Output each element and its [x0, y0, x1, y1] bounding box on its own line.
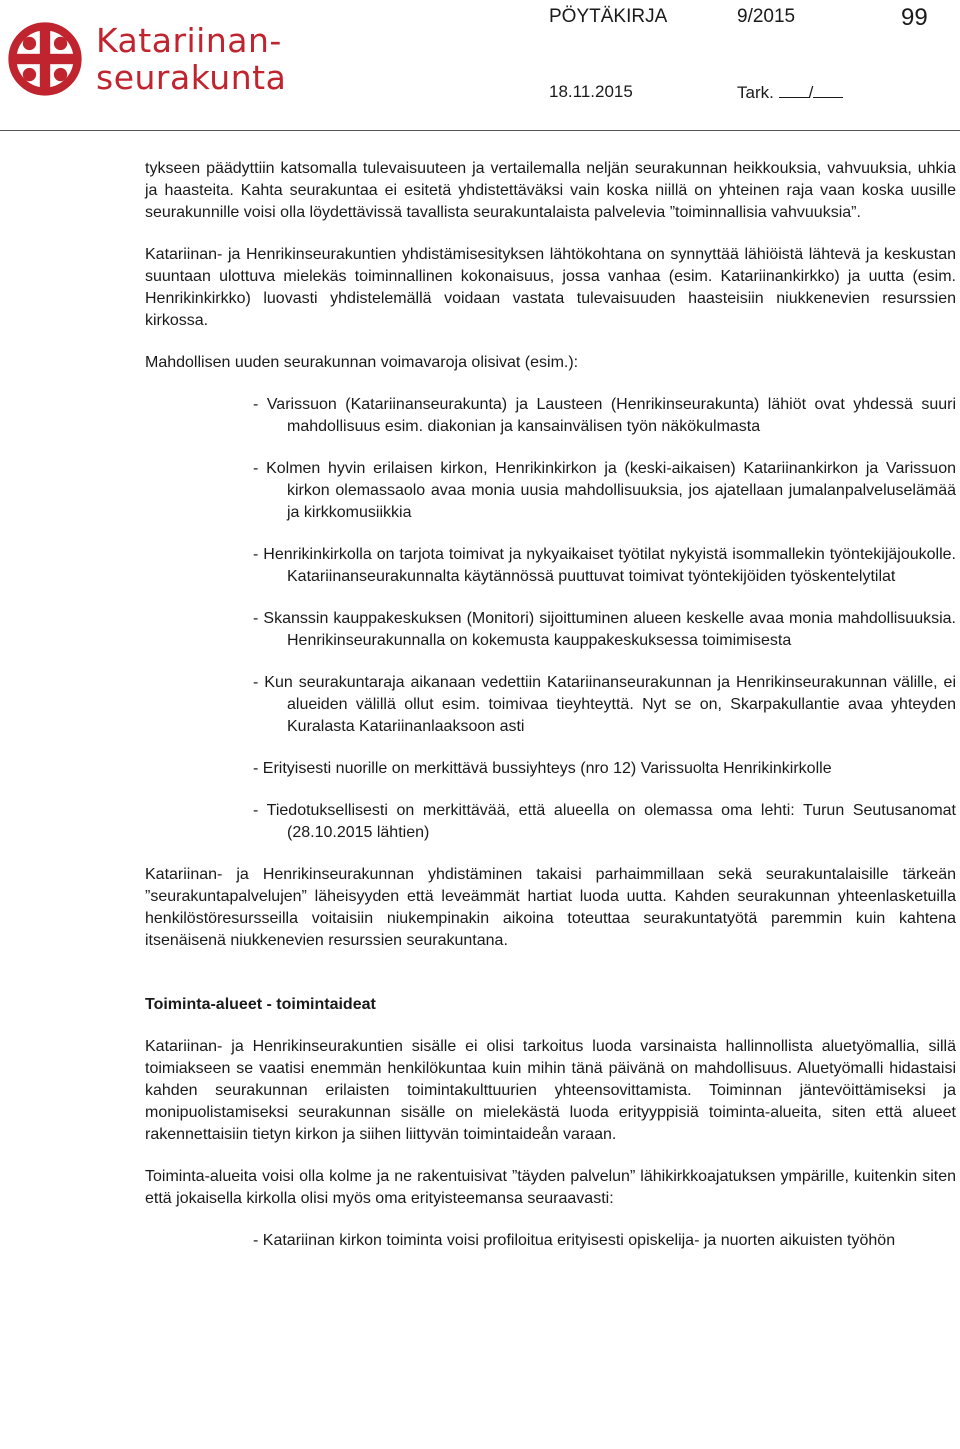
list-item-text: Skanssin kauppakeskuksen (Monitori) sijoittuminen alueen keskelle avaa monia mahdollisuuksia. Henrikinseurakunnalla on kokemusta kauppakeskuksessa toimimisesta: [263, 610, 957, 649]
document-body: [145, 158, 956, 1252]
parish-cross-logo-icon: [8, 22, 82, 96]
list-item-text: Kolmen hyvin erilaisen kirkon, Henrikinkirkon ja (keski-aikaisen) Katariinankirkon ja Varissuon kirkon olemassaolo avaa monia uusia mahdollisuuksia, jos ajatellaan jumalanpalveluselämää ja kirkkomusiikkia: [266, 460, 957, 521]
logo-line-1: Katariinan-: [96, 21, 282, 60]
paragraph-6: Toiminta-alueita voisi olla kolme ja ne rakentuisivat ”täyden palvelun” lähikirkkoajatuksen ympärille, kuitenkin siten että jokaisella kirkolla olisi myös oma erityisteemansa seuraavasti:: [145, 1168, 956, 1207]
list-item-text: Henrikinkirkolla on tarjota toimivat ja nykyaikaiset työtilat nykyistä isommallekin työntekijäjoukolle. Katariinanseurakunnalta käytännössä puuttuvat toimivat työntekijöiden työskentelytilat: [263, 546, 957, 585]
list-item: - Kun seurakuntaraja aikanaan vedettiin Katariinanseurakunnan ja Henrikinseurakunnan välille, ei alueiden välillä ollut esim. toimivaa tieyhteyttä. Nyt se on, Skarpakullantie avaa yhteyden Kuralasta Katariinanlaaksoon asti: [253, 674, 956, 735]
tark-field: [737, 82, 843, 103]
parish-logo-wordmark: [96, 22, 286, 96]
list-item: - Henrikinkirkolla on tarjota toimivat ja nykyaikaiset työtilat nykyistä isommallekin työntekijäjoukolle. Katariinanseurakunnalta käytännössä puuttuvat toimivat työntekijöiden työskentelytilat: [253, 546, 957, 585]
tark-blank-2: [813, 82, 843, 98]
document-type: PÖYTÄKIRJA: [549, 6, 668, 27]
page-number: 99: [901, 4, 928, 31]
paragraph-1: tykseen päädyttiin katsomalla tulevaisuuteen ja vertailemalla neljän seurakunnan heikkouksia, vahvuuksia, uhkia ja haasteita. Kahta seurakuntaa ei esitetä yhdistettäväksi vain koska niillä on yhteinen raja vaan koska uusille seurakunnille voisi olla löydettävissä tavallista seurakuntalaista palvelevia ”toiminnallisia vahvuuksia”.: [145, 160, 956, 221]
list-item-text: Varissuon (Katariinanseurakunta) ja Lausteen (Henrikinseurakunta) lähiöt ovat yhdessä suuri mahdollisuus esim. diakonian ja kansainvälisen työn näkökulmasta: [266, 396, 957, 435]
document-date: 18.11.2015: [549, 82, 633, 101]
list-item: - Erityisesti nuorille on merkittävä bussiyhteys (nro 12) Varissuolta Henrikinkirkolle: [253, 760, 832, 777]
logo-line-2: seurakunta: [96, 58, 287, 97]
section-heading: Toiminta-alueet - toimintaideat: [145, 996, 376, 1013]
list-item-text: Erityisesti nuorille on merkittävä bussiyhteys (nro 12) Varissuolta Henrikinkirkolle: [262, 760, 832, 777]
paragraph-3: Mahdollisen uuden seurakunnan voimavaroja olisivat (esim.):: [145, 354, 579, 371]
document-number: 9/2015: [737, 6, 796, 27]
tark-label: Tark.: [737, 83, 774, 102]
header-divider: [0, 130, 960, 131]
tark-separator: /: [808, 83, 814, 102]
list-item: - Katariinan kirkon toiminta voisi profiloitua erityisesti opiskelija- ja nuorten aikuisten työhön: [253, 1232, 896, 1249]
list-item: - Kolmen hyvin erilaisen kirkon, Henrikinkirkon ja (keski-aikaisen) Katariinankirkon ja Varissuon kirkon olemassaolo avaa monia uusia mahdollisuuksia, jos ajatellaan jumalanpalveluselämää ja kirkkomusiikkia: [253, 460, 957, 521]
areas-list: [129, 1230, 956, 1252]
list-item: - Skanssin kauppakeskuksen (Monitori) sijoittuminen alueen keskelle avaa monia mahdollisuuksia. Henrikinseurakunnalla on kokemusta kauppakeskuksessa toimimisesta: [253, 610, 957, 649]
page-header: [0, 0, 960, 131]
paragraph-5: Katariinan- ja Henrikinseurakuntien sisälle ei olisi tarkoitus luoda varsinaista hallinnollista aluetyömallia, sillä toimiakseen se vaatisi enemmän henkilökuntaa kuin mihin tänä päivänä on mahdollisuus. Aluetyömalli hidastaisi kahden seurakunnan erilaisten toimintakulttuurien yhteensovittamista. Toiminnan jäntevöittämiseksi ja monipuolistamiseksi seurakunnan sisälle on mielekästä luoda erityyppisiä toiminta-alueita, siten että alueet rakennettaisiin tietyn kirkon ja siihen liittyvän toimintaideån varaan.: [145, 1038, 956, 1143]
tark-blank-1: [779, 82, 809, 98]
list-item: - Tiedotuksellisesti on merkittävää, että alueella on olemassa oma lehti: Turun Seutusanomat (28.10.2015 lähtien): [253, 802, 957, 841]
list-item-text: Katariinan kirkon toiminta voisi profiloitua erityisesti opiskelija- ja nuorten aikuisten työhön: [262, 1232, 896, 1249]
resources-list: [129, 394, 956, 844]
list-item-text: Tiedotuksellisesti on merkittävää, että alueella on olemassa oma lehti: Turun Seutusanomat (28.10.2015 lähtien): [266, 802, 957, 841]
list-item-text: Kun seurakuntaraja aikanaan vedettiin Katariinanseurakunnan ja Henrikinseurakunnan välille, ei alueiden välillä ollut esim. toimivaa tieyhteyttä. Nyt se on, Skarpakullantie avaa yhteyden Kuralasta Katariinanlaaksoon asti: [264, 674, 956, 735]
paragraph-4: Katariinan- ja Henrikinseurakunnan yhdistäminen takaisi parhaimmillaan sekä seurakuntalaisille tärkeän ”seurakuntapalvelujen” läheisyyden että leveämmät hartiat luoda uutta. Kahden seurakunnan yhteenlasketuilla henkilöstöresursseilla voitaisiin niukempinakin aikoina toteuttaa seurakuntatyötä paremmin kuin kahtena itsenäisenä niukkenevien resurssien seurakuntana.: [145, 866, 956, 949]
list-item: - Varissuon (Katariinanseurakunta) ja Lausteen (Henrikinseurakunta) lähiöt ovat yhdessä suuri mahdollisuus esim. diakonian ja kansainvälisen työn näkökulmasta: [253, 396, 957, 435]
paragraph-2: Katariinan- ja Henrikinseurakuntien yhdistämisesityksen lähtökohtana on synnyttää lähiöistä lähtevä ja keskustan suuntaan ulottuva mielekäs toiminnallinen kokonaisuus, jossa vanhaa (esim. Katariinankirkko) ja uutta (esim. Henrikinkirkko) luovasti yhdistelemällä voidaan vastata tulevaisuuden haasteisiin niukkenevien resurssien kirkossa.: [145, 246, 956, 329]
